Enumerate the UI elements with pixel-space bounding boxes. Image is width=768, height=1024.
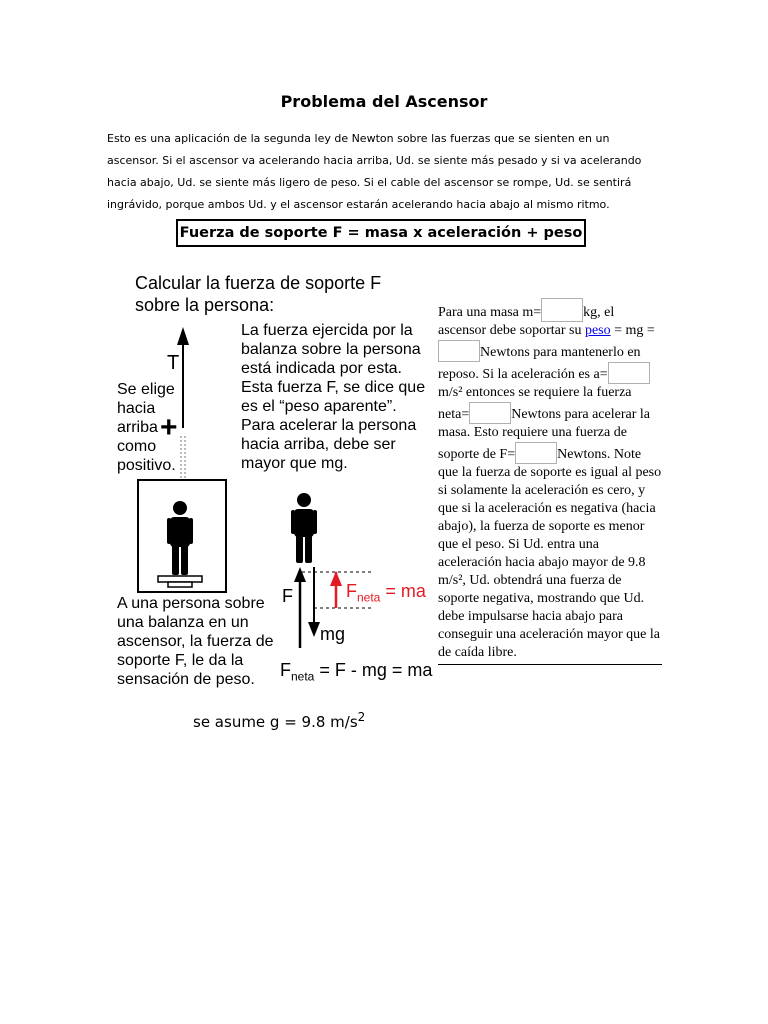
calc-text: Newtons para mantenerlo en reposo. Si la aceleración es a= [438, 345, 641, 382]
calc-text: = mg = [610, 323, 655, 338]
tension-label: T [167, 352, 180, 374]
explanation-line: es el “peso aparente”. [241, 398, 397, 415]
tension-arrow [177, 327, 189, 428]
explanation-line: Para acelerar la persona [241, 417, 417, 434]
positive-note-line: como [117, 438, 157, 455]
g-note: se asume g = 9.8 m/s [193, 713, 358, 731]
free-body-person-icon [291, 493, 317, 563]
person-in-elevator-icon [167, 501, 193, 575]
figure-heading-line: Calcular la fuerza de soporte F [135, 273, 382, 293]
gravity-assumption [193, 710, 365, 731]
positive-note-line: positivo. [117, 457, 176, 474]
net-force-output[interactable] [469, 402, 511, 424]
figure-heading [135, 272, 381, 316]
g-exponent: 2 [357, 710, 366, 724]
intro-line: ingrávido, porque ambos Ud. y el ascensor estarán acelerando hacia abajo al mismo ritmo. [107, 198, 610, 211]
peso-link[interactable]: peso [584, 323, 611, 338]
support-force-label: F [282, 586, 293, 606]
calc-text: Newtons. Note que la fuerza de soporte es igual al peso si solamente la aceleración es cero, y que si la aceleración es negativa (hacia abajo), la fuerza de soporte es menor que el peso. Si Ud. entra una aceleración hacia abajo mayor de 9.8 m/s², Ud. obtendrá una fuerza de soporte negativa, mostrando que Ud. debe impulsarse hacia abajo para conseguir una aceleración mayor que la de caída libre. [438, 447, 662, 660]
scale-icon [158, 576, 202, 587]
weight-output[interactable] [438, 340, 480, 362]
figure-caption [117, 594, 274, 689]
explanation-line: La fuerza ejercida por la [241, 322, 413, 339]
explanation-line: está indicada por esta. [241, 360, 402, 377]
caption-line: soporte F, le da la [117, 652, 244, 669]
calc-text: kg, el ascensor debe soportar su [438, 305, 615, 338]
positive-note-line: Se elige [117, 381, 175, 398]
explanation-line: hacia arriba, debe ser [241, 436, 396, 453]
force-explanation [241, 321, 425, 473]
elevator-cable [181, 436, 185, 478]
calc-text: m/s² entonces se requiere la fuerza neta= [438, 385, 632, 422]
formula-box: Fuerza de soporte F = masa x aceleración + peso [176, 219, 586, 247]
positive-note-line: hacia [117, 400, 156, 417]
explanation-line: Esta fuerza F, se dice que [241, 379, 426, 396]
caption-line: sensación de peso. [117, 671, 255, 688]
caption-line: ascensor, la fuerza de [117, 633, 274, 650]
eq-rhs: = F - mg = ma [314, 660, 433, 680]
intro-line: ascensor. Si el ascensor va acelerando hacia arriba, Ud. se siente más pesado y si va acelerando [107, 154, 642, 167]
acceleration-input[interactable] [608, 362, 650, 384]
net-force-label [346, 581, 426, 605]
mass-input[interactable] [541, 298, 583, 322]
page-title: Problema del Ascensor [280, 92, 488, 111]
support-force-output[interactable] [515, 442, 557, 464]
caption-line: A una persona sobre [117, 595, 265, 612]
calc-text: Newtons para acelerar la masa. Esto requiere una fuerza de soporte de F= [438, 407, 650, 462]
eq-symbol: F [280, 660, 291, 680]
net-force-equation [280, 660, 432, 684]
support-force-arrow [294, 567, 306, 648]
fneta-subscript: neta [357, 590, 381, 605]
net-force-arrow [330, 571, 342, 608]
fneta-rhs: = ma [380, 581, 426, 601]
eq-subscript: neta [291, 669, 315, 684]
plus-sign: + [160, 411, 178, 444]
intro-line: hacia abajo, Ud. se siente más ligero de peso. Si el cable del ascensor se rompe, Ud. se sentirá [107, 176, 632, 189]
caption-line: una balanza en un [117, 614, 249, 631]
intro-paragraph [107, 128, 667, 216]
weight-arrow [308, 567, 320, 637]
fneta-symbol: F [346, 581, 357, 601]
positive-note-line: arriba [117, 419, 158, 436]
explanation-line: balanza sobre la persona [241, 341, 421, 358]
figure-heading-line: sobre la persona: [135, 295, 275, 315]
calculator-panel [438, 298, 662, 665]
intro-line: Esto es una aplicación de la segunda ley de Newton sobre las fuerzas que se sienten en un [107, 132, 610, 145]
weight-label: mg [320, 624, 346, 644]
calc-text: Para una masa m= [438, 305, 542, 320]
explanation-line: mayor que mg. [241, 455, 348, 472]
